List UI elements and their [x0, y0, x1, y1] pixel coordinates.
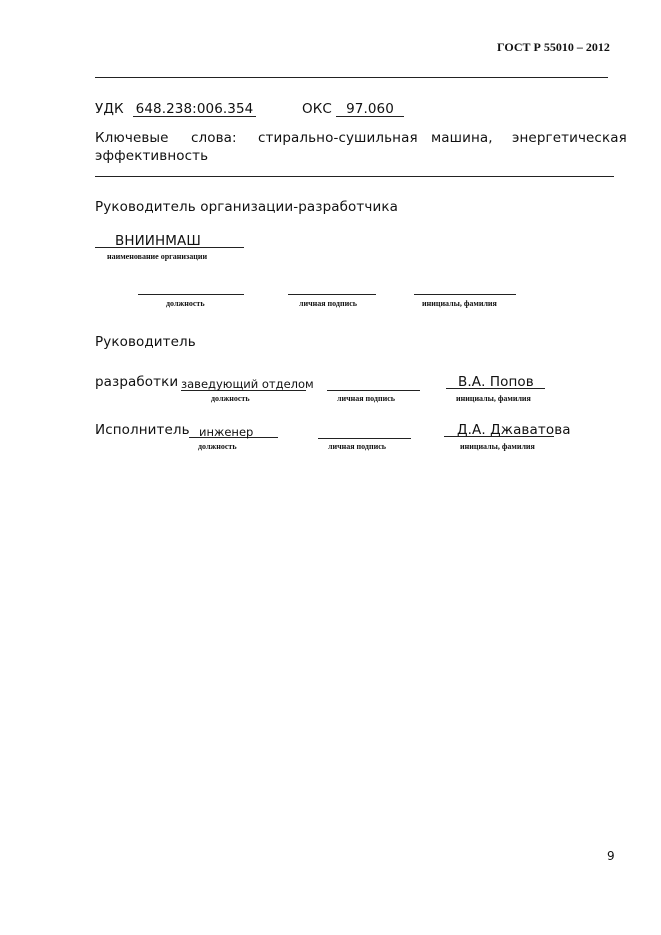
org-name: ВНИИНМАШ — [95, 233, 244, 248]
keywords-label: Ключевые — [95, 130, 169, 146]
org-position-line — [138, 294, 244, 295]
keywords-word-5: энергетическая — [512, 130, 627, 146]
executor-initials-caption: инициалы, фамилия — [460, 442, 535, 451]
standard-number: ГОСТ Р 55010 – 2012 — [497, 40, 610, 54]
keywords-rule — [95, 176, 614, 177]
org-name-line — [414, 294, 516, 295]
executor-position-caption: должность — [198, 442, 237, 451]
org-signature-line — [288, 294, 376, 295]
keywords-word-4: машина, — [431, 130, 493, 146]
dev-initials-caption: инициалы, фамилия — [456, 394, 531, 403]
dev-signature-caption: личная подпись — [337, 394, 395, 403]
executor-label: Исполнитель — [95, 422, 190, 438]
org-signature-caption: личная подпись — [299, 299, 357, 308]
executor-signature-caption: личная подпись — [328, 442, 386, 451]
dev-position-caption: должность — [211, 394, 250, 403]
executor-signature-line — [318, 438, 411, 439]
dev-head-name: В.А. Попов — [446, 374, 545, 389]
keywords-word-3: стирально-сушильная — [258, 130, 418, 146]
dev-head-label: разработки — [95, 374, 179, 390]
dev-signature-line — [327, 390, 420, 391]
oks-label: ОКС — [302, 101, 332, 117]
udk-label: УДК — [95, 101, 124, 117]
org-initials-caption: инициалы, фамилия — [422, 299, 497, 308]
page-number: 9 — [607, 849, 615, 863]
org-name-caption: наименование организации — [107, 252, 208, 261]
org-position-caption: должность — [166, 299, 205, 308]
dev-head-position: заведующий отделом — [181, 377, 314, 391]
org-head-title: Руководитель организации-разработчика — [95, 199, 398, 215]
udk-value: 648.238:006.354 — [133, 101, 256, 117]
dev-head-title: Руководитель — [95, 334, 196, 350]
executor-name: Д.А. Джаватова — [444, 422, 554, 437]
keywords-line-2: эффективность — [95, 148, 209, 164]
oks-value: 97.060 — [336, 101, 404, 117]
header-rule — [95, 77, 608, 78]
keywords-word-2: слова: — [191, 130, 237, 146]
executor-position: инженер — [189, 425, 278, 438]
